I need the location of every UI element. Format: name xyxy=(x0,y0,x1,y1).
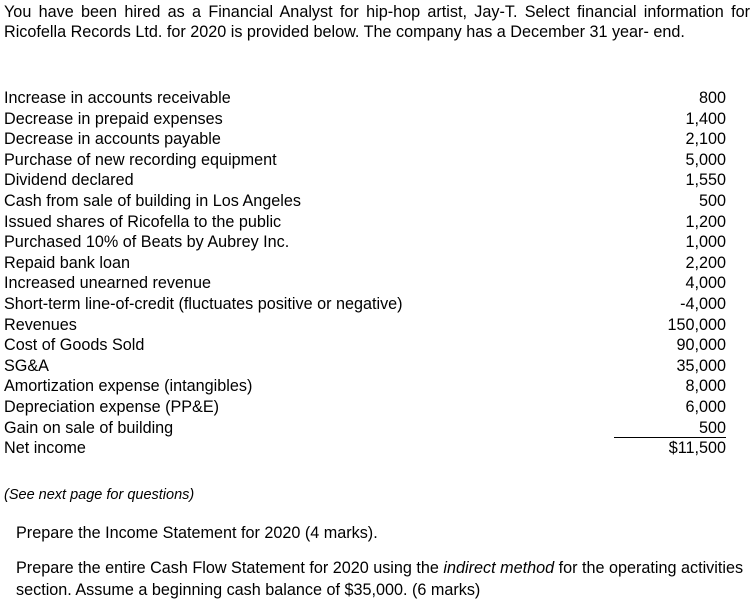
line-item-row xyxy=(4,88,726,109)
net-income-label: Net income xyxy=(4,439,86,458)
line-item-value: 8,000 xyxy=(685,377,726,396)
line-item-value: 5,000 xyxy=(685,150,726,169)
line-item-row xyxy=(4,418,726,439)
line-item-row xyxy=(4,294,726,315)
line-item-value: 1,400 xyxy=(685,109,726,128)
question-cash-flow-part2: for the operating activities section. Assume a beginning cash balance of $35,000. (6 marks) xyxy=(16,559,744,599)
line-item-label: Amortization expense (intangibles) xyxy=(4,377,253,396)
line-item-label: Increase in accounts receivable xyxy=(4,89,231,107)
line-item-value: 1,550 xyxy=(685,171,726,190)
line-item-label: SG&A xyxy=(4,356,49,375)
line-item-row xyxy=(4,335,726,356)
line-item-label: Gain on sale of building xyxy=(4,418,174,437)
line-item-value: 4,000 xyxy=(685,274,726,293)
line-item-row xyxy=(4,212,726,233)
line-item-row xyxy=(4,232,726,253)
line-item-label: Issued shares of Ricofella to the public xyxy=(4,212,282,231)
line-item-label: Purchased 10% of Beats by Aubrey Inc. xyxy=(4,233,290,252)
line-item-label: Repaid bank loan xyxy=(4,253,130,272)
line-item-row xyxy=(4,273,726,294)
line-item-value: 500 xyxy=(698,191,726,210)
financial-data-table xyxy=(4,88,726,459)
line-item-value: 1,000 xyxy=(685,233,726,252)
total-rule xyxy=(614,437,726,438)
question-income-statement: Prepare the Income Statement for 2020 (4 marks). xyxy=(16,524,378,542)
line-item-row xyxy=(4,129,726,150)
line-item-row xyxy=(4,397,726,418)
net-income-row xyxy=(4,438,726,459)
line-item-row xyxy=(4,191,726,212)
line-item-value: 150,000 xyxy=(667,315,726,334)
net-income-value: $11,500 xyxy=(668,439,726,458)
line-item-row xyxy=(4,253,726,274)
line-item-value: 1,200 xyxy=(685,212,726,231)
line-item-row xyxy=(4,356,726,377)
line-item-row xyxy=(4,109,726,130)
question-cash-flow-emphasis: indirect method xyxy=(443,559,555,577)
line-item-label: Cost of Goods Sold xyxy=(4,336,145,355)
line-item-value: 35,000 xyxy=(676,356,726,375)
question-cash-flow xyxy=(16,557,746,601)
line-item-value: 6,000 xyxy=(685,397,726,416)
line-item-label: Increased unearned revenue xyxy=(4,274,211,293)
line-item-label: Dividend declared xyxy=(4,171,134,190)
line-items xyxy=(4,88,726,438)
line-item-row xyxy=(4,315,726,336)
line-item-row xyxy=(4,376,726,397)
line-item-value: 800 xyxy=(698,89,726,107)
line-item-label: Revenues xyxy=(4,315,77,334)
line-item-label: Decrease in accounts payable xyxy=(4,130,221,149)
line-item-label: Decrease in prepaid expenses xyxy=(4,109,223,128)
line-item-value: 2,100 xyxy=(685,130,726,149)
question-cash-flow-part1: Prepare the entire Cash Flow Statement for 2020 using the xyxy=(16,559,444,577)
line-item-label: Short-term line-of-credit (fluctuates positive or negative) xyxy=(4,294,403,313)
line-item-value: 500 xyxy=(698,418,726,437)
next-page-note: (See next page for questions) xyxy=(4,487,195,503)
line-item-value: 2,200 xyxy=(685,253,726,272)
line-item-value: 90,000 xyxy=(676,336,726,355)
line-item-label: Cash from sale of building in Los Angeles xyxy=(4,191,301,210)
line-item-row xyxy=(4,150,726,171)
line-item-label: Depreciation expense (PP&E) xyxy=(4,397,220,416)
line-item-value: -4,000 xyxy=(680,294,726,313)
intro-paragraph: You have been hired as a Financial Analyst for hip-hop artist, Jay-T. Select financial information for Ricofella Records Ltd. for 2020 is provided below. The company has a December 31 year- end. xyxy=(4,3,750,41)
line-item-label: Purchase of new recording equipment xyxy=(4,150,277,169)
line-item-row xyxy=(4,170,726,191)
